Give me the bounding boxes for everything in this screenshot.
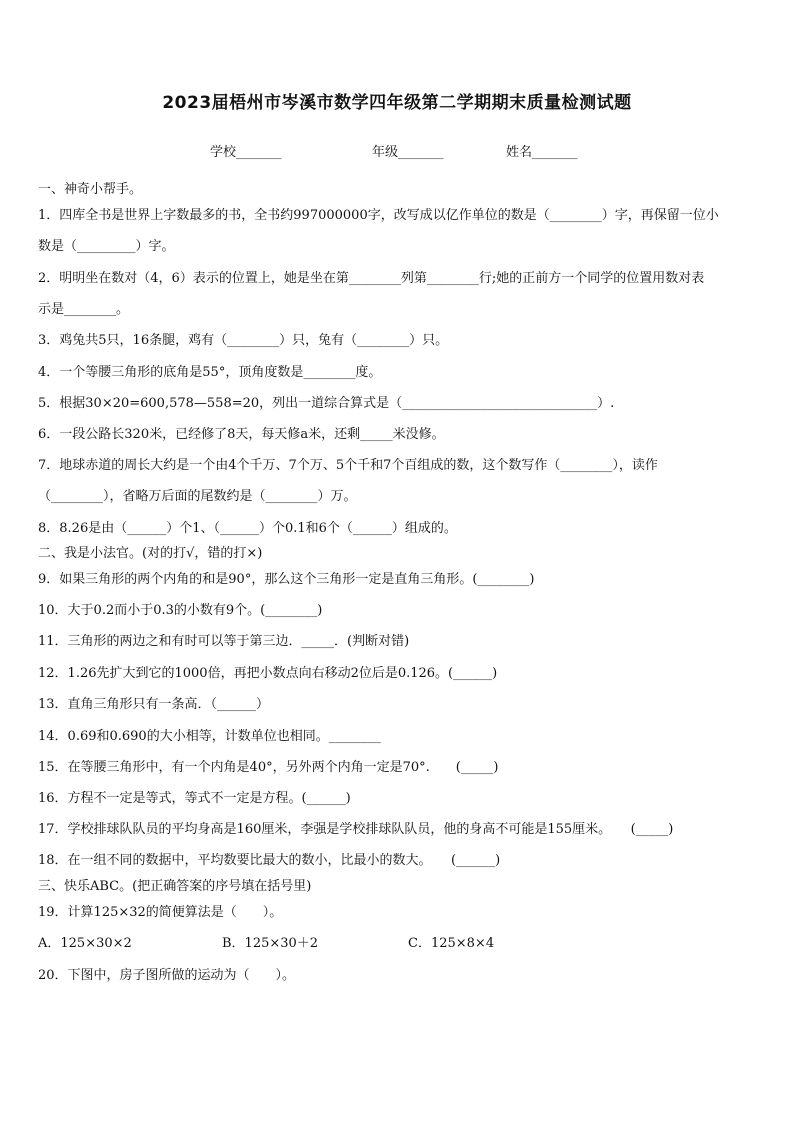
question-19: 19．计算125×32的简便算法是（ ）。 bbox=[38, 905, 283, 920]
option-a: A．125×30×2 bbox=[38, 936, 132, 951]
option-c: C．125×8×4 bbox=[408, 936, 495, 951]
question-18: 18．在一组不同的数据中，平均数要比最大的数小，比最小的数大。 (______) bbox=[38, 853, 501, 868]
question-7-line-1: 7．地球赤道的周长大约是一个由4个千万、7个万、5个千和7个百组成的数，这个数写作（________），读作 bbox=[38, 458, 658, 473]
section-3-heading: 三、快乐ABC。(把正确答案的序号填在括号里) bbox=[38, 879, 312, 894]
grade-field: 年级_______ bbox=[372, 145, 444, 160]
question-9: 9．如果三角形的两个内角的和是90°，那么这个三角形一定是直角三角形。(________) bbox=[38, 572, 535, 587]
question-1-line-1: 1．四库全书是世界上字数最多的书，全书约997000000字，改写成以亿作单位的数是（________）字，再保留一位小 bbox=[38, 208, 719, 223]
question-5: 5．根据30×20=600,578—558=20，列出一道综合算式是（______________________________）. bbox=[38, 396, 615, 411]
option-b: B．125×30＋2 bbox=[222, 936, 319, 951]
question-1-line-2: 数是（_________）字。 bbox=[38, 239, 175, 254]
question-17: 17．学校排球队队员的平均身高是160厘米，李强是学校排球队队员，他的身高不可能是155厘米。 (_____) bbox=[38, 822, 674, 837]
section-1-heading: 一、神奇小帮手。 bbox=[38, 182, 143, 197]
question-15: 15．在等腰三角形中，有一个内角是40°，另外两个内角一定是70°. (_____) bbox=[38, 760, 499, 775]
question-13: 13．直角三角形只有一条高．（______） bbox=[38, 697, 270, 712]
question-2-line-2: 示是________。 bbox=[38, 302, 130, 317]
page-title: 2023届梧州市岑溪市数学四年级第二学期期末质量检测试题 bbox=[162, 93, 632, 113]
question-4: 4．一个等腰三角形的底角是55°，顶角度数是________度。 bbox=[38, 365, 382, 380]
question-16: 16．方程不一定是等式，等式不一定是方程。(______) bbox=[38, 791, 351, 806]
question-6: 6．一段公路长320米，已经修了8天，每天修a米，还剩_____米没修。 bbox=[38, 427, 445, 442]
question-12: 12．1.26先扩大到它的1000倍，再把小数点向右移动2位后是0.126。(______) bbox=[38, 666, 498, 681]
name-field: 姓名_______ bbox=[506, 145, 578, 160]
school-field: 学校_______ bbox=[210, 145, 282, 160]
section-2-heading: 二、我是小法官。(对的打√，错的打×) bbox=[38, 546, 263, 561]
question-20: 20．下图中，房子图所做的运动为（ ）。 bbox=[38, 968, 296, 983]
question-8: 8．8.26是由（______）个1、（______）个0.1和6个（______）组成的。 bbox=[38, 521, 457, 536]
question-3: 3．鸡兔共5只，16条腿，鸡有（________）只，兔有（________）只。 bbox=[38, 333, 449, 348]
question-7-line-2: （________），省略万后面的尾数约是（________）万。 bbox=[38, 489, 357, 504]
question-11: 11．三角形的两边之和有时可以等于第三边．_____．(判断对错) bbox=[38, 634, 410, 649]
question-10: 10．大于0.2而小于0.3的小数有9个。(________) bbox=[38, 603, 323, 618]
question-2-line-1: 2．明明坐在数对（4，6）表示的位置上，她是坐在第________列第________行;她的正前方一个同学的位置用数对表 bbox=[38, 271, 705, 286]
question-14: 14．0.69和0.690的大小相等，计数单位也相同。________ bbox=[38, 729, 381, 744]
